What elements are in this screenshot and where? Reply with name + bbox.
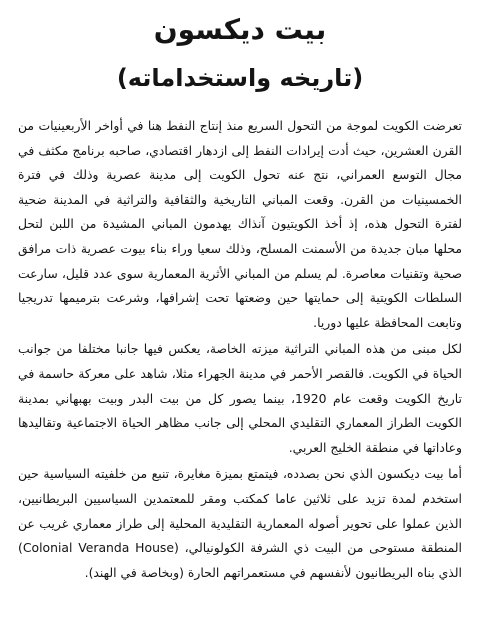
- paragraph-heritage-buildings: لكل مبنى من هذه المباني التراثية ميزته الخاصة، يعكس فيها جانبا مختلفا من جوانب الحياة في الكويت. فالقصر الأحمر في مدينة الجهراء مثلا، شاهد على معركة حاسمة في تاريخ الكويت وقعت عام 1920، بينما يصور كل من بيت البدر وبيت بهبهاني بمدينة الكويت الطراز المعماري التقليدي المحلي إلى جانب مظاهر الحياة الاجتماعية وتقاليدها وعاداتها في منطقة الخليج العربي.: [18, 341, 462, 455]
- document-title: بيت ديكسون: [153, 13, 327, 46]
- document-subtitle: (تاريخه واستخداماته): [116, 64, 364, 92]
- paragraph-history: تعرضت الكويت لموجة من التحول السريع منذ إنتاج النفط هنا في أواخر الأربعينيات من القرن العشرين، حيث أدت إيرادات النفط إلى ازدهار اقتصادي، صاحبه برنامج مكثف في مجال التوسع العمراني، نتج عنه تحول الكويت إلى مدينة عصرية وذلك في فترة الخمسينيات من القرن. وقعت المباني التاريخية والثقافية والتراثية في المدينة ضحية لفترة التحول هذه، إذ أخذ الكويتيون آنذاك يهدمون المباني المشيدة من اللبن لتحل محلها مبان جديدة من الأسمنت المسلح، وذلك سعيا وراء بناء بيوت عصرية ذات مرافق صحية وتقنيات معاصرة. لم يسلم من المباني الأثرية المعمارية سوى عدد قليل، سارعت السلطات الكويتية إلى حمايتها حين وضعتها تحت إشرافها، وشرعت بترميمها تدريجيا وتابعت المحافظة عليها دوريا.: [18, 118, 462, 330]
- paragraph-dickson-house: أما بيت ديكسون الذي نحن بصدده، فيتمتع بميزة مغايرة، تنبع من خلفيته السياسية حين استخدم لمدة تزيد على ثلاثين عاما كمكتب ومقر للمعتمدين السياسيين البريطانيين، الذين عملوا على تحوير أصوله المعمارية التقليدية المحلية إلى طراز معماري غريب عن المنطقة مستوحى من البيت ذي الشرفة الكولونيالي، (Colonial Veranda House) الذي بناه البريطانيون لأنفسهم في مستعمراتهم الحارة (وبخاصة في الهند).: [18, 466, 462, 580]
